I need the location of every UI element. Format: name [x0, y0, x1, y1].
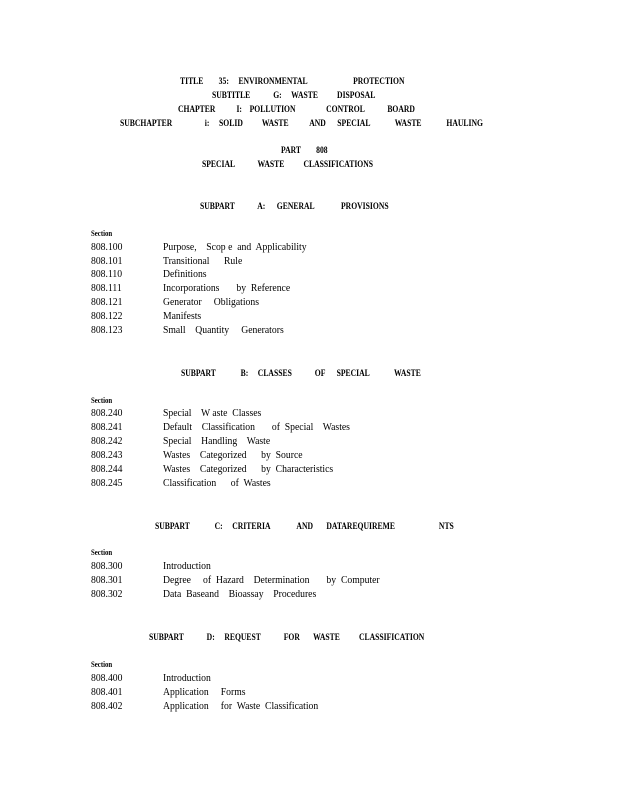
section-title: Special Handling Waste [163, 435, 271, 447]
section-number: 808.243 [91, 449, 123, 461]
section-title: Default Classification of Special Wastes [163, 421, 350, 433]
section-number: 808.110 [91, 268, 123, 280]
section-number: 808.245 [91, 477, 123, 489]
section-number: 808.101 [91, 255, 123, 267]
section-label: Section [91, 548, 113, 557]
section-title: Application for Waste Classification [163, 700, 319, 712]
section-number: 808.401 [91, 686, 123, 698]
subtitle-line: SUBTITLE G: WASTE DISPOSAL [212, 90, 376, 100]
section-number: 808.122 [91, 310, 123, 322]
section-label: Section [91, 660, 113, 669]
section-number: 808.100 [91, 241, 123, 253]
part-line: PART 808 [281, 145, 328, 155]
section-title: Manifests [163, 310, 202, 322]
section-number: 808.400 [91, 672, 123, 684]
section-number: 808.300 [91, 560, 123, 572]
chapter-line: CHAPTER I: POLLUTION CONTROL BOARD [178, 104, 415, 114]
section-title: Small Quantity Generators [163, 324, 284, 336]
section-number: 808.241 [91, 421, 123, 433]
section-number: 808.302 [91, 588, 123, 600]
section-title: Special W aste Classes [163, 407, 262, 419]
title-line: TITLE 35: ENVIRONMENTAL PROTECTION [180, 76, 405, 86]
section-number: 808.301 [91, 574, 123, 586]
section-label: Section [91, 229, 113, 238]
section-title: Definitions [163, 268, 207, 280]
subpart-d-heading: SUBPART D: REQUEST FOR WASTE CLASSIFICATION [149, 632, 425, 642]
section-title: Degree of Hazard Determination by Computer [163, 574, 380, 586]
part-title-line: SPECIAL WASTE CLASSIFICATIONS [202, 159, 374, 169]
section-title: Data Baseand Bioassay Procedures [163, 588, 317, 600]
section-title: Wastes Categorized by Source [163, 449, 303, 461]
section-title: Incorporations by Reference [163, 282, 291, 294]
section-number: 808.121 [91, 296, 123, 308]
section-title: Wastes Categorized by Characteristics [163, 463, 334, 475]
section-number: 808.123 [91, 324, 123, 336]
section-title: Transitional Rule [163, 255, 243, 267]
section-number: 808.242 [91, 435, 123, 447]
section-number: 808.111 [91, 282, 122, 294]
section-title: Purpose, Scop e and Applicability [163, 241, 307, 253]
section-title: Introduction [163, 560, 211, 572]
section-number: 808.240 [91, 407, 123, 419]
section-number: 808.244 [91, 463, 123, 475]
subpart-a-heading: SUBPART A: GENERAL PROVISIONS [200, 201, 389, 211]
subchapter-line: SUBCHAPTER i: SOLID WASTE AND SPECIAL WASTE HAULING [120, 118, 483, 128]
section-number: 808.402 [91, 700, 123, 712]
section-label: Section [91, 396, 113, 405]
section-title: Application Forms [163, 686, 246, 698]
section-title: Introduction [163, 672, 211, 684]
subpart-b-heading: SUBPART B: CLASSES OF SPECIAL WASTE [181, 368, 421, 378]
section-title: Classification of Wastes [163, 477, 271, 489]
section-title: Generator Obligations [163, 296, 259, 308]
subpart-c-heading: SUBPART C: CRITERIA AND DATAREQUIREME NTS [155, 521, 454, 531]
